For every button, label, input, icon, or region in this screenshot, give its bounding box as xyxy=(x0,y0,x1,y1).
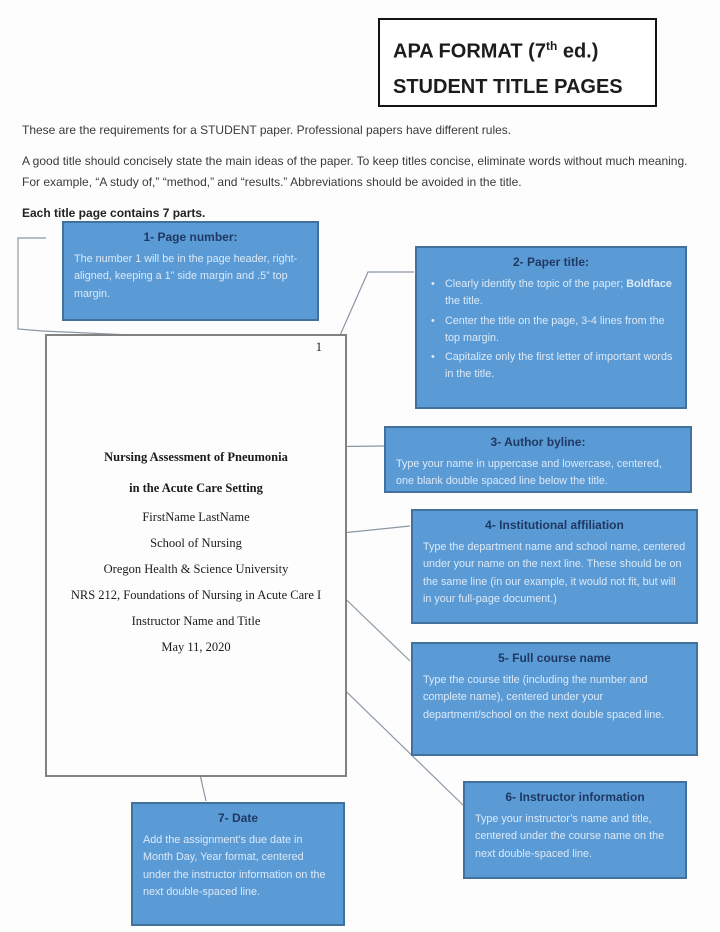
callout-paper-title xyxy=(415,246,687,409)
sample-course: NRS 212, Foundations of Nursing in Acute Care I xyxy=(70,588,322,602)
intro-paragraph-1: These are the requirements for a STUDENT paper. Professional papers have different rules. xyxy=(22,123,512,137)
sample-paper-title-line2: in the Acute Care Setting xyxy=(129,481,263,495)
callout-instructor-information xyxy=(463,781,687,879)
callout-page-number-body: The number 1 will be in the page header, right-aligned, keeping a 1” side margin and .5” top margin. xyxy=(74,253,298,300)
sample-date: May 11, 2020 xyxy=(161,640,231,654)
callout-institutional-affiliation-title: 4- Institutional affiliation xyxy=(485,518,624,532)
bullet-1-text: Clearly identify the topic of the paper; xyxy=(445,278,627,290)
sample-paper-title-line1: Nursing Assessment of Pneumonia xyxy=(104,450,288,464)
bullet-1-bold-text: Boldface xyxy=(626,278,672,290)
callout-full-course-name-title: 5- Full course name xyxy=(498,651,611,665)
sample-university: Oregon Health & Science University xyxy=(103,562,289,576)
title-line1-superscript: th xyxy=(545,39,558,53)
intro-paragraph-3: Each title page contains 7 parts. xyxy=(22,205,206,220)
callout-paper-title-bullets xyxy=(431,276,675,384)
document-title-box xyxy=(378,18,657,107)
callout-page-number-title: 1- Page number: xyxy=(143,230,238,244)
sample-page-body xyxy=(47,442,345,660)
intro-paragraph-2: A good title should concisely state the main ideas of the paper. To keep titles concise, eliminate words without much meaning. For example, “A study of,” “method,” and “results.” Abbreviations should be avoided in the title. xyxy=(22,153,688,190)
document-title-line1 xyxy=(393,29,642,70)
callout-page-number xyxy=(62,221,319,321)
callout-date xyxy=(131,802,345,926)
connector-bracket-page-number xyxy=(18,238,46,331)
callout-institutional-affiliation xyxy=(411,509,698,624)
paper-title-bullet-3: • Capitalize only the first letter of important words in the title. xyxy=(431,349,675,384)
callout-instructor-information-body: Type your instructor’s name and title, centered under the course name on the next double-spaced line. xyxy=(475,813,665,860)
title-line1-text: APA FORMAT (7 xyxy=(393,40,546,63)
callout-full-course-name-body: Type the course title (including the number and complete name), centered under your department/school on the next double spaced line. xyxy=(423,674,665,721)
document-title-line2: STUDENT TITLE PAGES xyxy=(393,75,623,98)
intro-text xyxy=(22,123,694,221)
sample-department: School of Nursing xyxy=(150,536,242,550)
callout-date-title: 7- Date xyxy=(217,811,258,825)
bullet-1-suffix: the title. xyxy=(445,295,483,308)
paper-title-bullet-2: • Center the title on the page, 3-4 lines from the top margin. xyxy=(431,313,675,348)
callout-institutional-affiliation-body: Type the department name and school name, centered under your name on the next line. These should be on the same line (in our example, it would not fit, but will in your full-page document.) xyxy=(423,541,686,605)
callout-author-byline-title: 3- Author byline: xyxy=(490,435,586,449)
title-line1-suffix: ed.) xyxy=(557,40,599,63)
callout-full-course-name xyxy=(411,642,698,756)
callout-author-byline xyxy=(384,426,692,493)
sample-page-number: 1 xyxy=(315,340,322,354)
sample-title-page xyxy=(45,334,347,777)
callout-paper-title-title: 2- Paper title: xyxy=(512,255,590,269)
callout-date-body: Add the assignment’s due date in Month Day, Year format, centered under the instructor information on the next double-spaced line. xyxy=(143,834,326,898)
sample-instructor: Instructor Name and Title xyxy=(131,614,261,628)
callout-instructor-information-title: 6- Instructor information xyxy=(505,790,645,804)
paper-title-bullet-1 xyxy=(431,276,675,311)
callout-author-byline-body: Type your name in uppercase and lowercase, centered, one blank double spaced line below the title. xyxy=(396,458,662,488)
sample-author: FirstName LastName xyxy=(142,510,250,524)
